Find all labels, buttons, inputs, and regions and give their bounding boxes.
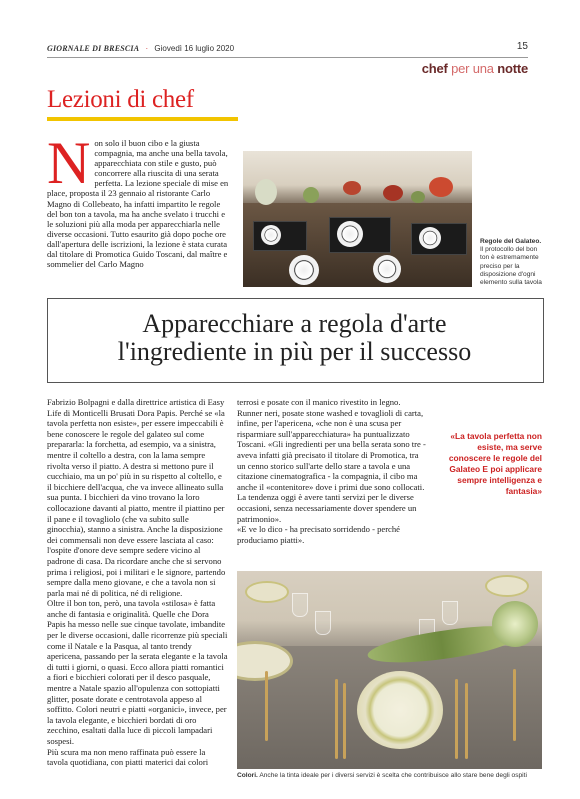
photo2-caption-bold: Colori. — [237, 772, 258, 779]
photo2-caption-text: Anche la tinta ideale per i diversi servizi è scelta che contribuisce allo stare bene degli ospiti — [257, 772, 527, 779]
section-word-1: chef — [421, 61, 448, 76]
drop-cap: N — [47, 130, 91, 196]
body-column-1: Fabrizio Bolpagni e dalla direttrice artistica di Easy Life di Monticelli Brusati Dora Papis. Perché se «la tavola perfetta non esiste», per essere impeccabili è bene conoscere le regole del galateo sul come prepararla: la forchetta, ad esempio, va a sinistra, mentre il coltello a destra, con la lama sempre rivolta verso il piatto. A destra si mettono pure il cucchiaio, ma un po' più in su rispetto al coltello, e il bicchiere dell'acqua, che va invece allineato sulla sua punta. I bicchieri da vino trovano la loro collocazione davanti al piatto, mentre il piattino per il pane e il tovagliolo (che va subito sulle ginocchia), stanno a sinistra. Anche la disposizione dei commensali non deve essere lasciata al caso: l'ospite d'onore deve sempre sedere vicino al padrone di casa. Da ricordare anche che si servono prima i religiosi, poi i militari e le signore, partendo sempre dalla meno giovane, e che a tavola non si parla mai né di politica, né di religione. Oltre il bon ton, però, una tavola «stilosa» è fatta anche di fantasia e originalità. Quelle che Dora Papis ha messo nelle sue cinque tavolate, imbandite per le diverse occasioni, dalle ricorrenze più speciali come il Natale e la Pasqua, al tanto trendy apericena, passando per la serata elegante e la tavola di tutti i giorni, o quasi. Ecco allora piatti romantici a fiori e bicchieri colorati per il desco pasquale, mentre a Natale spazio all'opulenza con sottopiatti glitter, posate dorate e centrotavola appeso al soffitto. Colori neutri e piatti «organici», invece, per la tavola elegante, e bicchieri bordati di oro zecchino, esaltati dalla luce di piccoli lampadari sospesi. Più scura ma non meno raffinata può essere la tavola quotidiana, con piatti materici dai colori — [47, 397, 228, 768]
section-label — [422, 61, 528, 76]
photo1-caption — [480, 238, 542, 287]
running-header — [47, 44, 234, 53]
headline-line-2: l'ingrediente in più per il successo — [117, 337, 472, 366]
publication-name: GIORNALE DI BRESCIA — [47, 44, 140, 53]
photo1-caption-bold: Regole del Galateo. — [480, 238, 542, 245]
table-setting-photo — [243, 151, 472, 287]
photo1-caption-text: Il protocollo del bon ton è estremamente preciso per la disposizione d'ogni elemento sulla tavola — [480, 246, 542, 287]
section-word-2: per una — [451, 61, 494, 76]
intro-text: on solo il buon cibo e la giusta compagnia, ma anche una bella tavola, apparecchiata con stile e gusto, può concorrere alla riuscita di una serata perfetta. La lezione speciale di mise en place, proposta il 23 gennaio al ristorante Carlo Magno di Collebeato, ha infatti impartito le regole del bon ton a tavola, ma ha anche svelato i trucchi e le soluzioni più alla moda per apparecchiarla nelle diverse occasioni. Tutto esaurito già dopo poche ore dall'apertura delle iscrizioni, la lezione è stata curata dal titolare di Promotica Guido Toscani, dal maître e sommelier del Carlo Magno — [47, 138, 229, 270]
intro-paragraph — [47, 130, 232, 270]
pull-quote: «La tavola perfetta non esiste, ma serve conoscere le regole del Galateo E poi applicare sempre intelligenza e fantasia» — [448, 431, 542, 496]
publication-date: Giovedì 16 luglio 2020 — [154, 44, 235, 53]
article-title: Lezioni di chef — [47, 86, 194, 113]
colors-table-photo — [237, 571, 542, 769]
header-rule — [47, 57, 528, 58]
photo2-caption — [237, 772, 547, 779]
header-separator: · — [145, 44, 149, 53]
headline — [47, 310, 542, 366]
headline-line-1: Apparecchiare a regola d'arte — [142, 309, 447, 338]
title-underline — [47, 117, 238, 121]
section-word-3: notte — [497, 61, 528, 76]
page-number: 15 — [516, 41, 528, 52]
body-column-2: terrosi e posate con il manico rivestito in legno. Runner neri, posate stone washed e tovaglioli di carta, infine, per l'apericena, «che non è una scusa per risparmiare sull'apparecchiatura» ha puntualizzato Toscani. «Gli ingredienti per una bella serata sono tre - aveva infatti già precisato il titolare di Promotica, tra un cenno storico sull'arte dello stare a tavola e una citazione cinematografica - la compagnia, il cibo ma anche il «contenitore» dove i primi due sono collocati. La tendenza oggi è avere tanti servizi per le diverse occasioni, senza necessariamente dover spendere un patrimonio». «E ve lo dico - ha precisato sorridendo - perché produciamo piatti». — [237, 397, 426, 545]
